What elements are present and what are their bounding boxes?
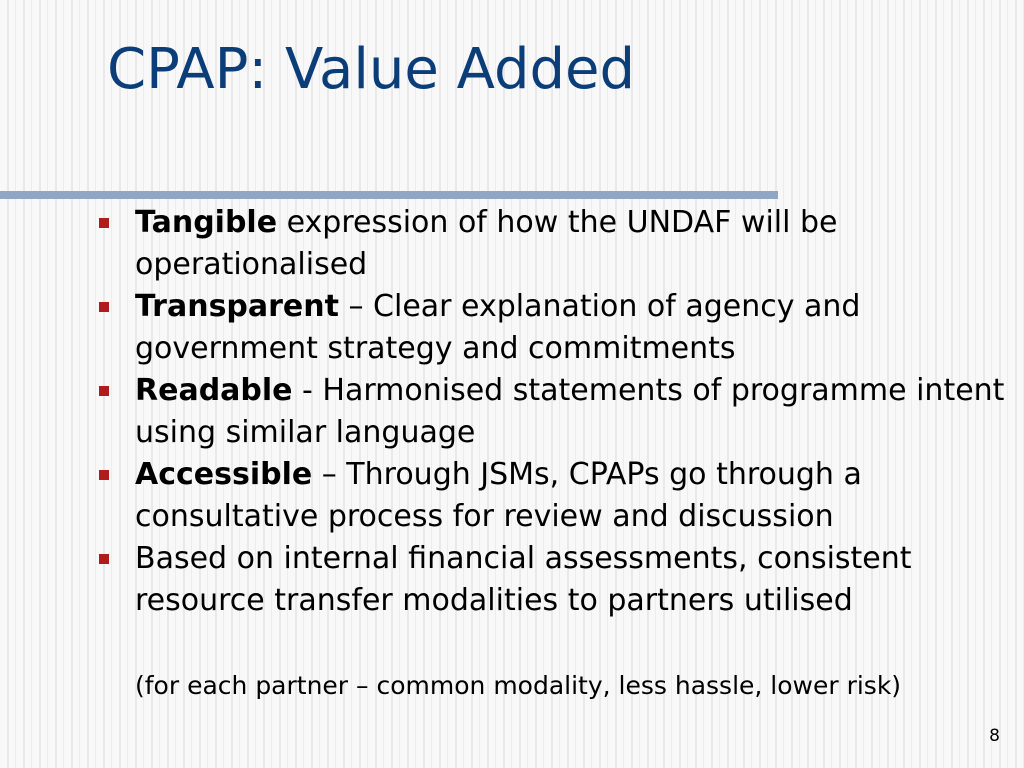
square-bullet-icon — [99, 470, 109, 480]
square-bullet-icon — [99, 386, 109, 396]
bullet-text: - Harmonised statements of programme intent using similar language — [135, 373, 1005, 450]
slide-title: CPAP: Value Added — [107, 37, 636, 102]
bullet-text: – Clear explanation of agency and government strategy and commitments — [135, 289, 861, 366]
bullet-term: Transparent — [135, 289, 339, 324]
square-bullet-icon — [99, 302, 109, 312]
bullet-text: – Through JSMs, CPAPs go through a consultative process for review and discussion — [135, 457, 862, 534]
title-underline-rule — [0, 191, 778, 199]
bullet-item-accessible — [96, 454, 1016, 538]
bullet-term: Tangible — [135, 205, 278, 240]
bullet-text: Based on internal financial assessments, consistent resource transfer modalities to partners utilised — [135, 541, 912, 618]
bullet-text: expression of how the UNDAF will be operationalised — [135, 205, 838, 282]
square-bullet-icon — [99, 554, 109, 564]
bullet-list — [96, 202, 1016, 622]
bullet-item-financial-assessments — [96, 538, 1016, 622]
square-bullet-icon — [99, 218, 109, 228]
bullet-item-transparent — [96, 286, 1016, 370]
bullet-item-readable — [96, 370, 1016, 454]
bullet-term: Readable — [135, 373, 293, 408]
page-number: 8 — [989, 726, 1000, 746]
bullet-item-tangible — [96, 202, 1016, 286]
bullet-subnote: (for each partner – common modality, less hassle, lower risk) — [135, 671, 902, 700]
bullet-term: Accessible — [135, 457, 313, 492]
